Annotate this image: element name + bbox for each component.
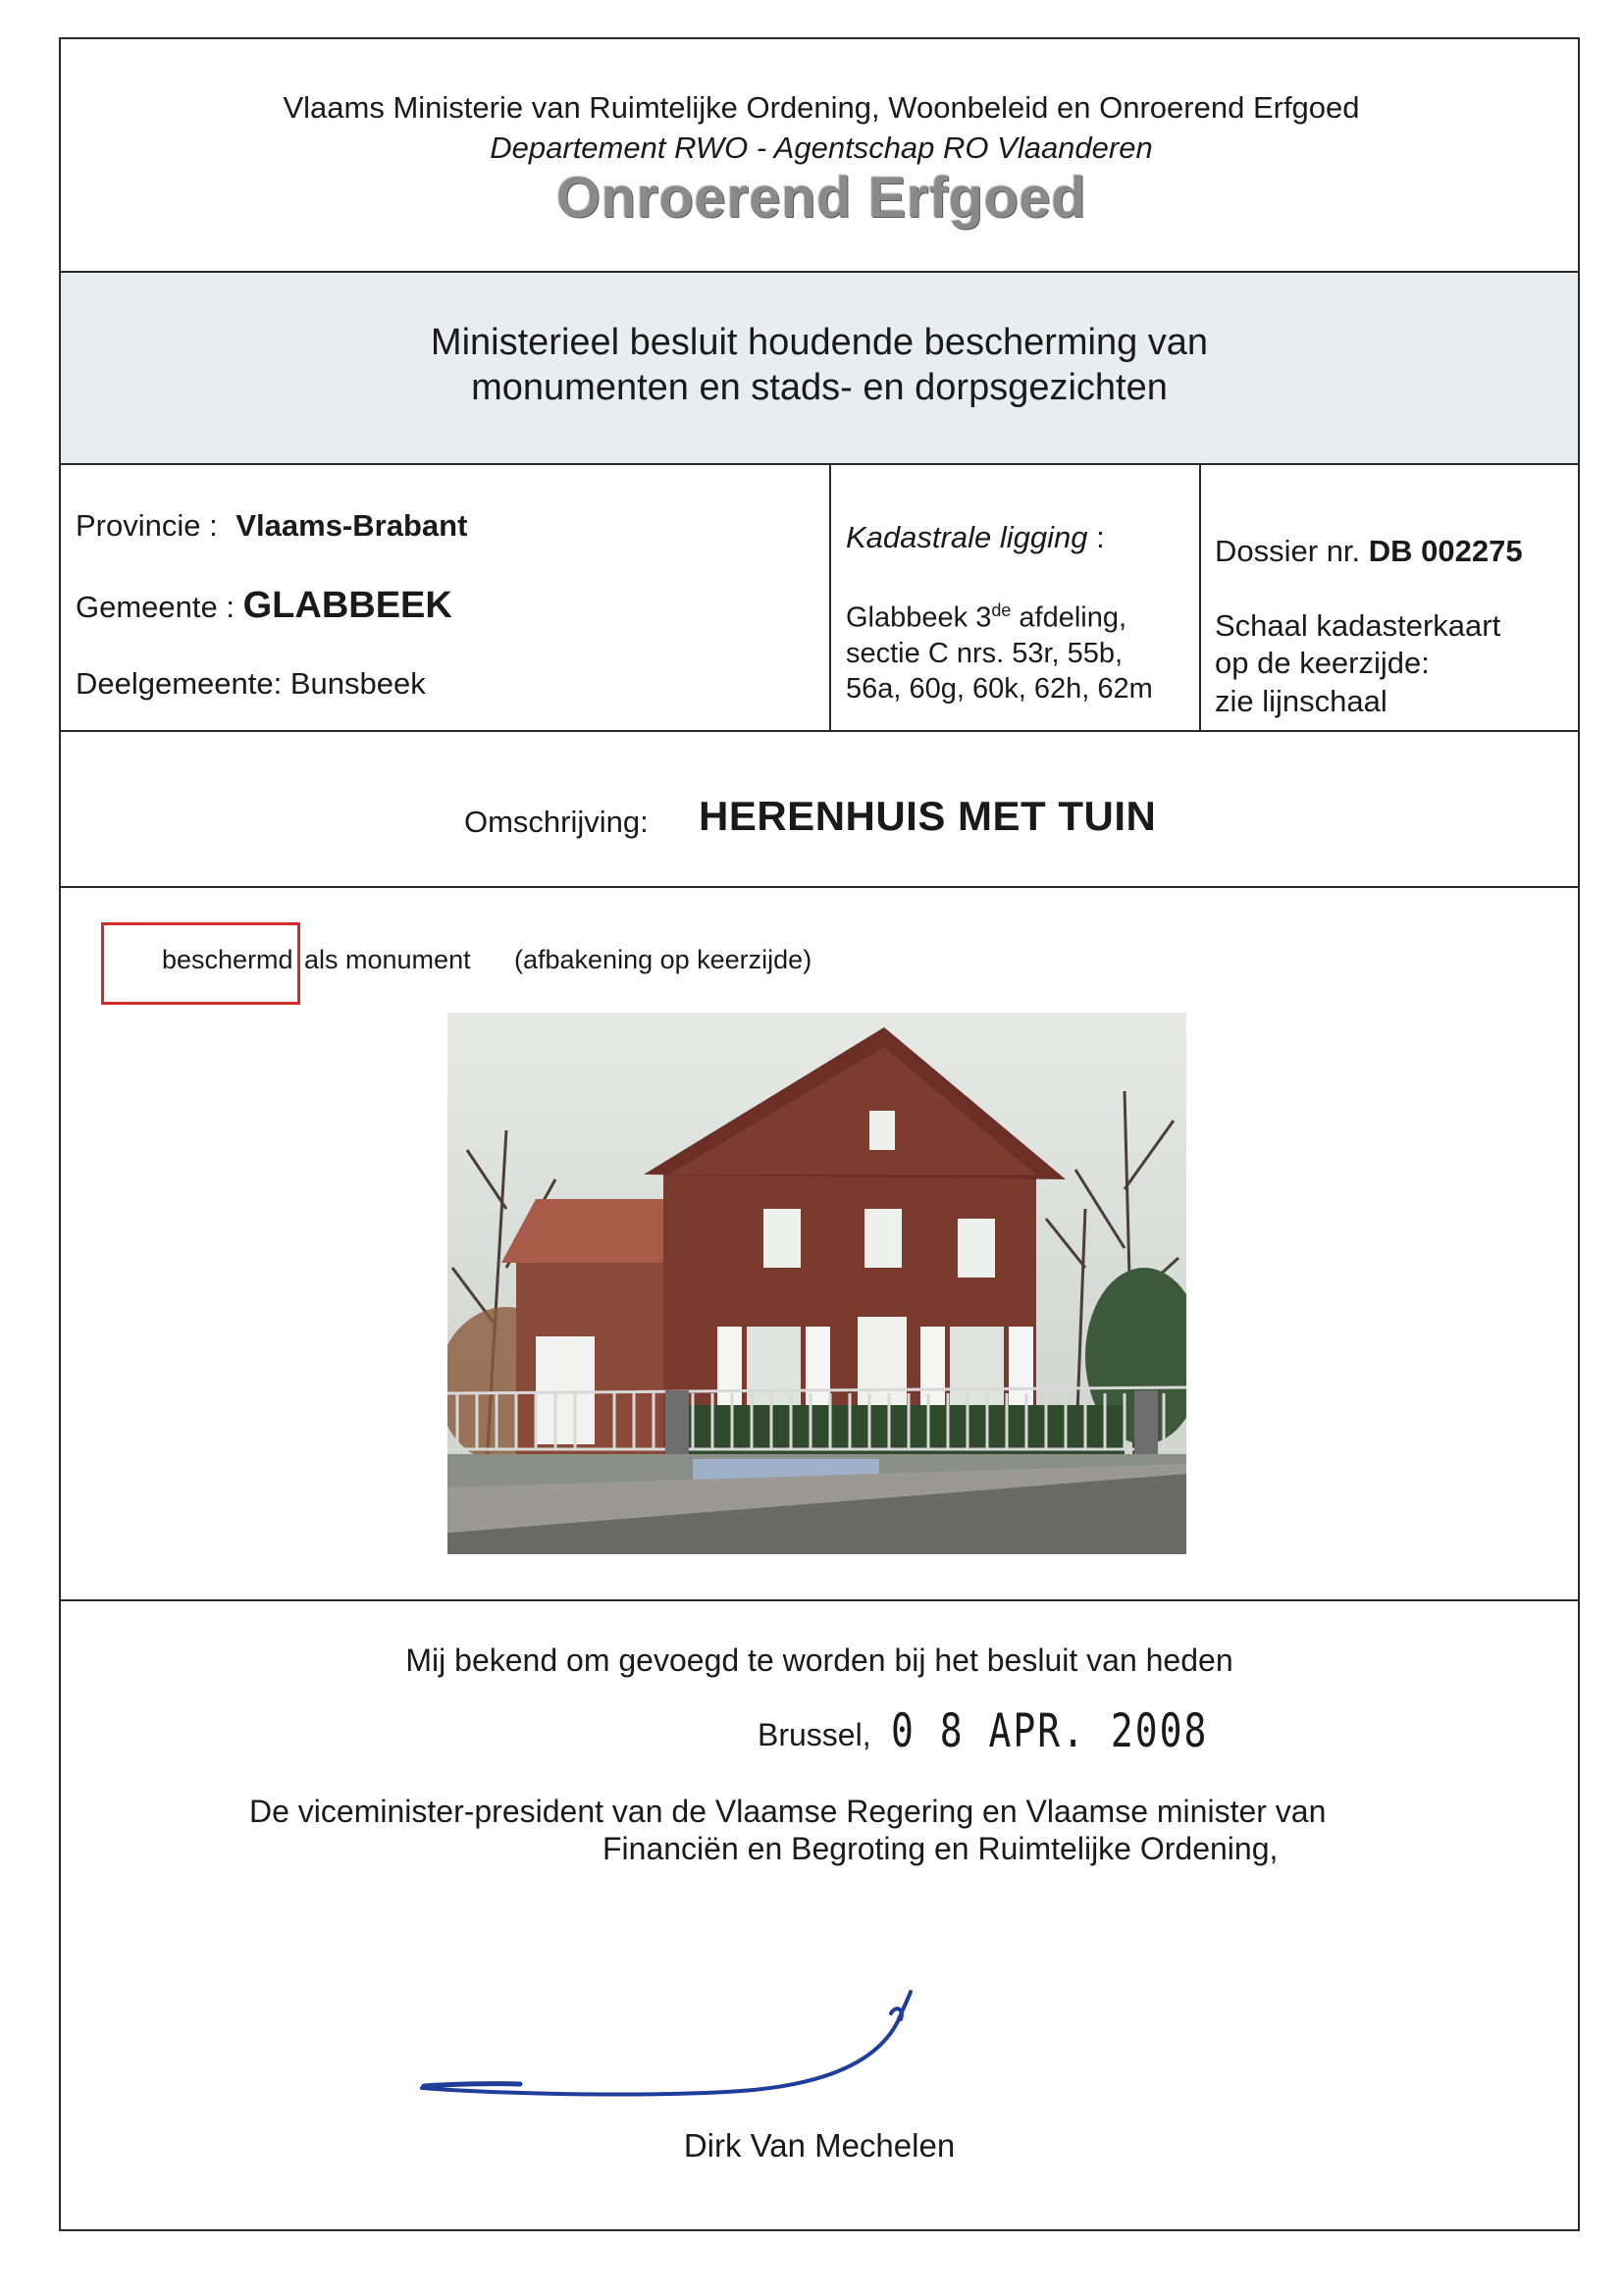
dossier-field [1215, 534, 1523, 569]
house-illustration [447, 1013, 1186, 1554]
cadastral-line2: sectie C nrs. 53r, 55b, [846, 638, 1124, 669]
dossier-number: DB 002275 [1368, 534, 1523, 568]
province-field [76, 508, 467, 544]
submunicipality-value: Bunsbeek [289, 666, 426, 701]
herenhuis-photo [447, 1013, 1186, 1554]
decree-title-line1: Ministerieel besluit houdende bescherming van [430, 322, 1209, 363]
column-divider [1199, 463, 1201, 730]
acknowledgement-text: Mij bekend om gevoegd te worden bij het besluit van heden [405, 1643, 1233, 1678]
protection-status: beschermd [162, 945, 293, 974]
province-label: Provincie : [76, 508, 218, 543]
municipality-field [76, 585, 452, 627]
window [958, 1219, 995, 1278]
dossier-label: Dossier nr. [1215, 534, 1361, 568]
cadastral-heading [846, 520, 1105, 555]
protection-type: als monument [304, 945, 471, 974]
hedge [673, 1405, 1125, 1454]
divider [59, 463, 1580, 465]
divider [59, 730, 1580, 732]
handwritten-signature [412, 1982, 922, 2119]
submunicipality-field [76, 666, 426, 702]
cadastral-line3: 56a, 60g, 60k, 62h, 62m [846, 673, 1153, 704]
minister-title-line2: Financiën en Begroting en Ruimtelijke Ordening, [602, 1831, 1279, 1866]
divider [59, 1599, 1580, 1601]
scale-line3: zie lijnschaal [1215, 684, 1387, 718]
minister-title-line1: De viceminister-president van de Vlaamse Regering en Vlaamse minister van [249, 1794, 1327, 1829]
cadastral-line1 [846, 600, 1126, 635]
ministry-name: Vlaams Ministerie van Ruimtelijke Ordening, Woonbeleid en Onroerend Erfgoed [283, 90, 1360, 125]
garage-door [536, 1336, 595, 1444]
cadastral-label-suffix: : [1096, 520, 1105, 554]
column-divider [829, 463, 831, 730]
window [763, 1209, 801, 1268]
scale-line2: op de keerzijde: [1215, 646, 1430, 680]
brand-title: Onroerend Erfgoed [555, 166, 1087, 230]
municipality-value: GLABBEEK [242, 585, 452, 626]
description-value: HERENHUIS MET TUIN [699, 793, 1157, 839]
cadastral-division: Glabbeek 3 [846, 601, 992, 634]
date-stamp: 0 8 APR. 2008 [891, 1703, 1209, 1757]
decree-title-line2: monumenten en stads- en dorpsgezichten [471, 367, 1168, 408]
description-label: Omschrijving: [464, 805, 649, 839]
protection-note: (afbakening op keerzijde) [514, 945, 812, 974]
province-value: Vlaams-Brabant [236, 508, 468, 543]
municipality-label: Gemeente : [76, 590, 235, 624]
cadastral-division-suffix: afdeling, [1011, 601, 1127, 634]
scale-line1: Schaal kadasterkaart [1215, 608, 1501, 643]
cadastral-ordinal: de [991, 600, 1012, 620]
window [864, 1209, 902, 1268]
divider [59, 886, 1580, 888]
attic-window [869, 1111, 895, 1150]
cadastral-label: Kadastrale ligging [846, 520, 1088, 554]
signatory-name: Dirk Van Mechelen [683, 2127, 956, 2164]
department-name: Departement RWO - Agentschap RO Vlaanderen [490, 130, 1153, 165]
place-label: Brussel, [758, 1717, 871, 1752]
submunicipality-label: Deelgemeente: [76, 666, 283, 701]
